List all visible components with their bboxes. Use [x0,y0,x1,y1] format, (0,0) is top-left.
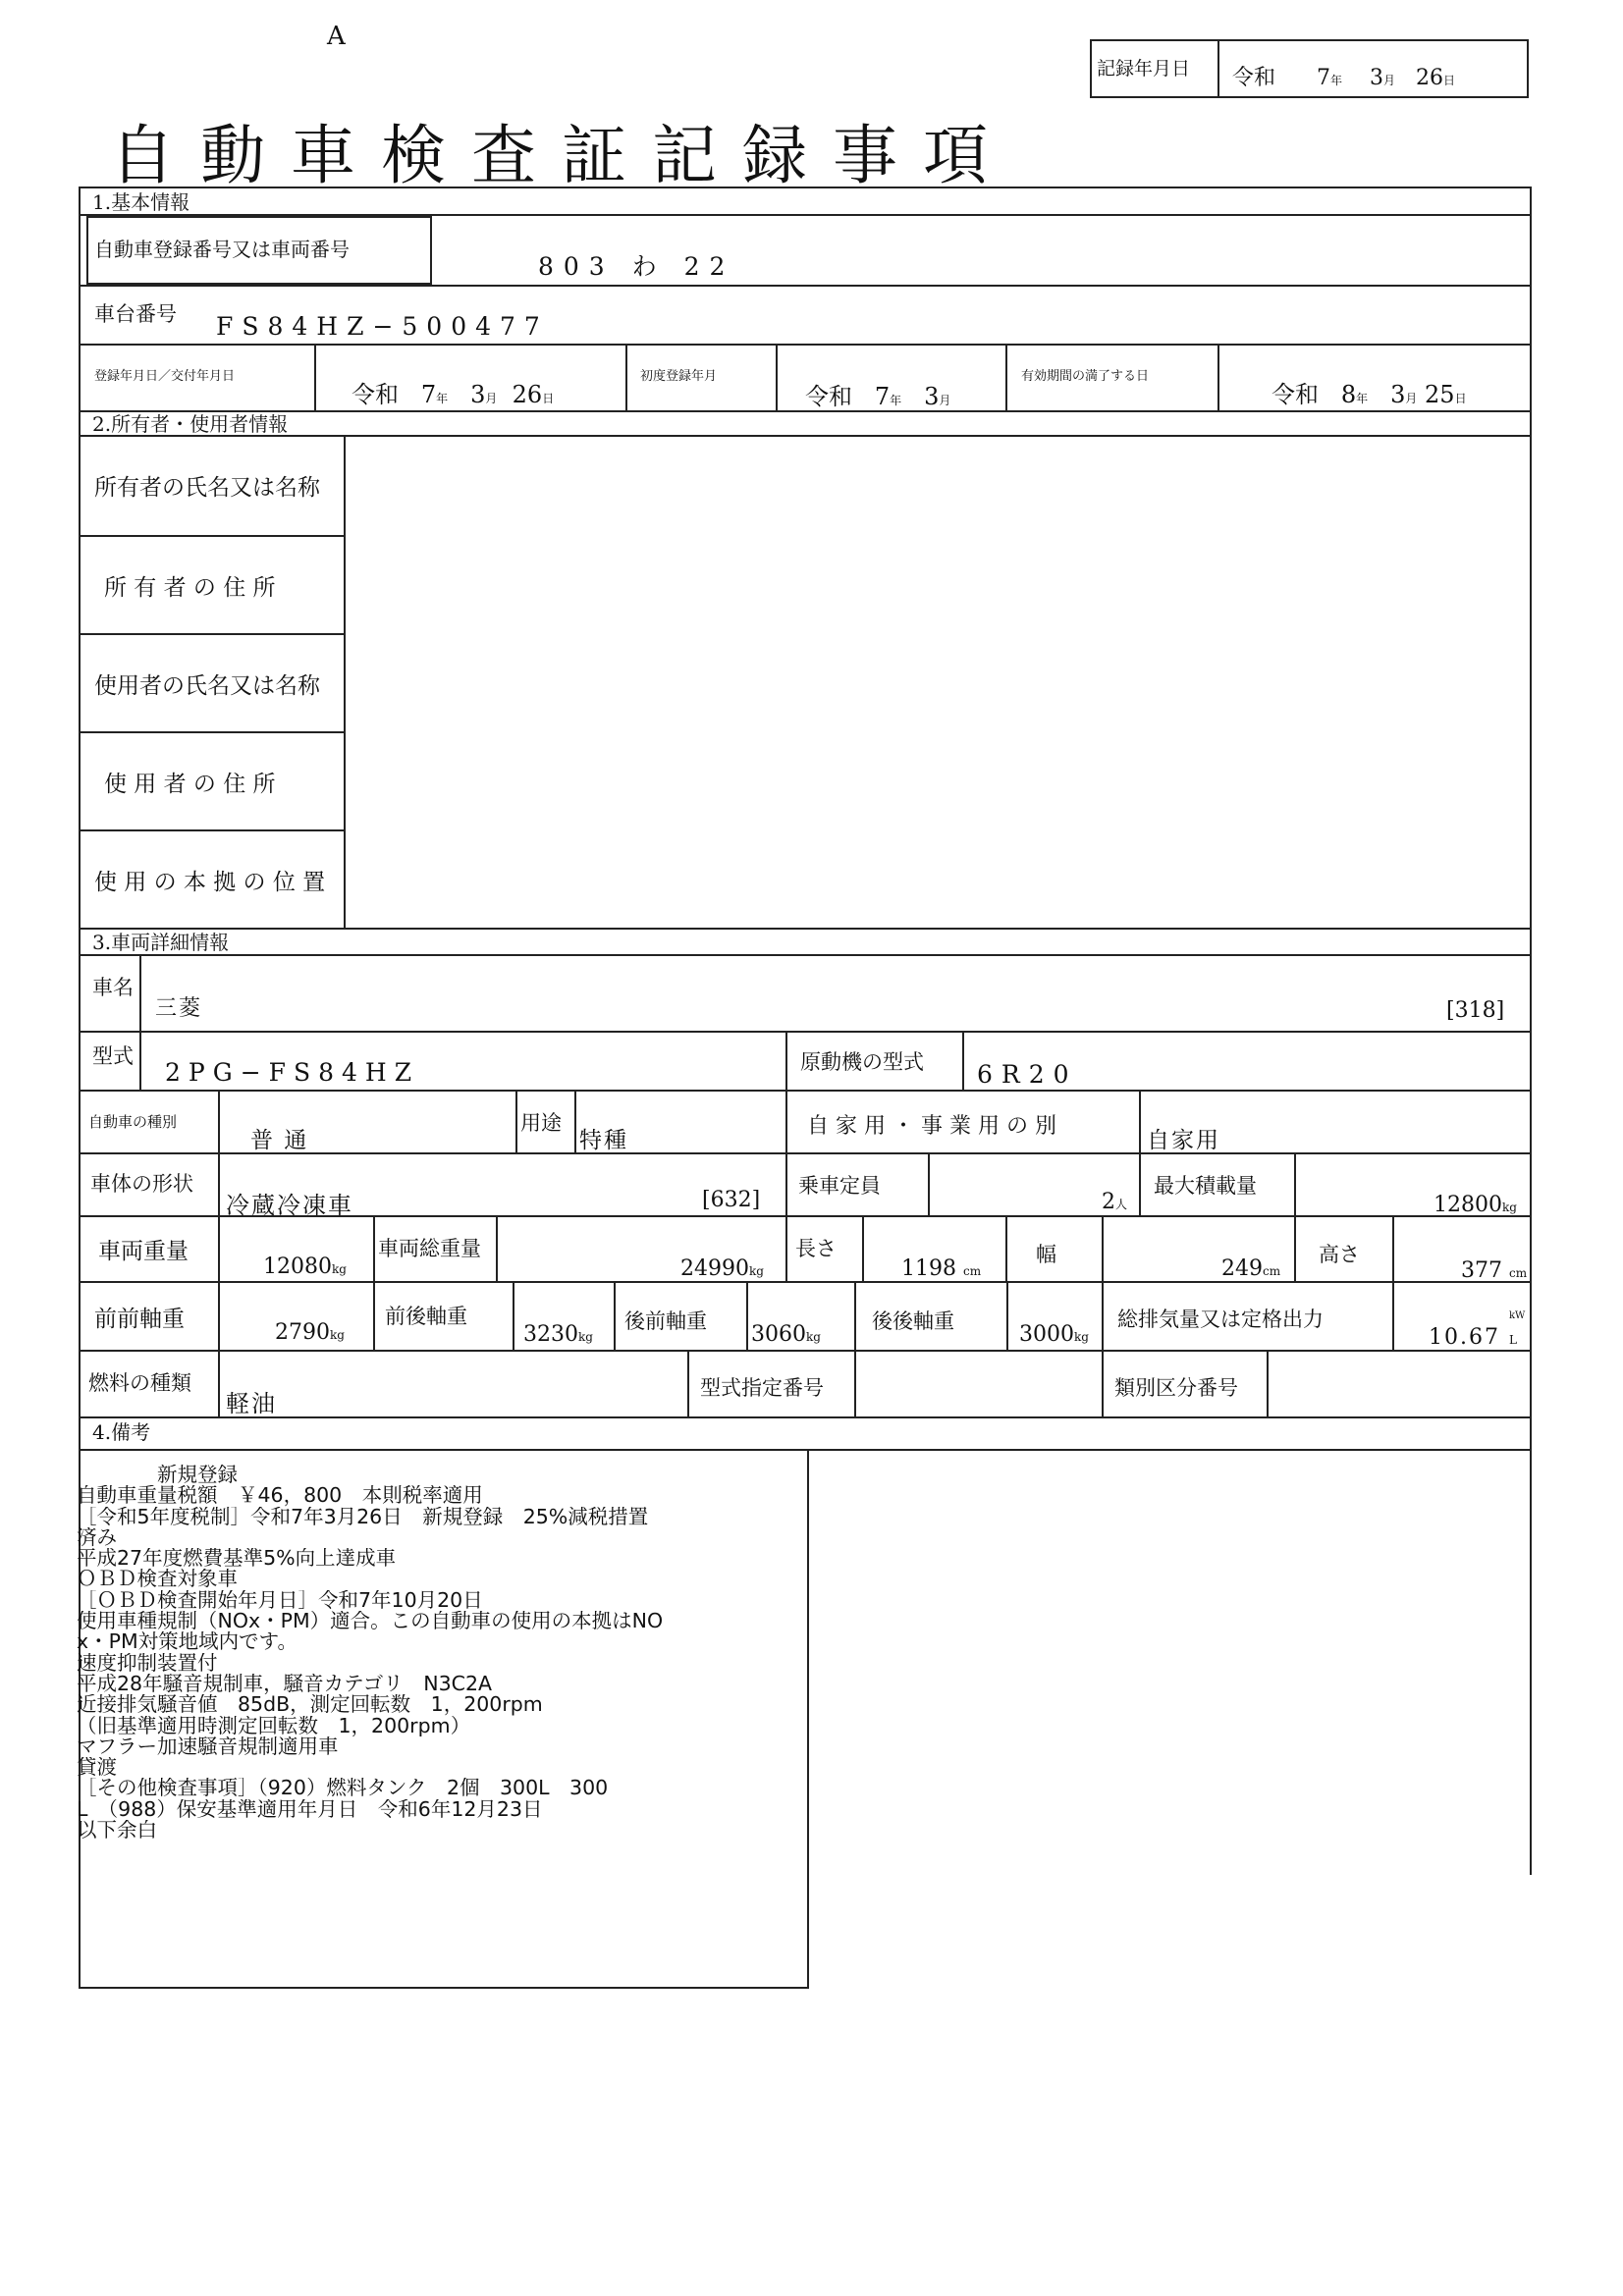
engine-value: 6R20 [977,1060,1078,1089]
car-name-label: 車名 [92,976,134,999]
remarks-line: ［その他検査事項］（920）燃料タンク 2個 300L 300 [77,1778,609,1799]
title-char: 検 [381,118,446,193]
expiry-label: 有効期間の満了する日 [1021,369,1150,384]
remarks-line: x・PM対策地域内です。 [77,1631,298,1653]
body-label: 車体の形状 [90,1172,193,1196]
remarks-line: マフラー加速騒音規制適用車 [77,1735,339,1758]
title-char: 項 [923,118,988,193]
remarks-line: 使用車種規制（NOx・PM）適合。この自動車の使用の本拠はNO [77,1611,664,1632]
remarks-line: 近接排気騒音値 85dB，測定回転数 1，200rpm [77,1694,543,1716]
height-label: 高さ [1319,1243,1360,1266]
remarks-line: L （988）保安基準適用年月日 令和6年12月23日 [77,1798,543,1821]
corner-mark: A [327,22,346,51]
model-label: 型式 [92,1044,134,1068]
chassis-label: 車台番号 [94,302,177,326]
reg-date-label: 登録年月日／交付年月日 [94,369,236,384]
type-no-label: 型式指定番号 [700,1376,824,1400]
kind-value: 普 通 [250,1128,309,1153]
title-char: 録 [742,118,807,193]
title-char: 査 [471,118,536,193]
use-label: 用途 [520,1111,562,1135]
fuel-label: 燃料の種類 [88,1371,191,1395]
reg-date-value: 令和 7年 3月 26日 [352,381,555,408]
reg-no-value: 803 わ 22 [538,252,735,281]
first-reg-value: 令和 7年 3月 [805,383,951,410]
rr-value: 3000kg [1019,1322,1089,1347]
reg-no-label: 自動車登録番号又は車両番号 [94,238,350,261]
section4-heading: 4.備考 [92,1420,151,1444]
rf-value: 3060kg [751,1322,821,1347]
title-char: 自 [110,118,175,193]
disp-value: 10.67 L [1429,1325,1517,1350]
engine-label: 原動機の型式 [800,1050,924,1074]
fuel-value: 軽油 [226,1390,277,1417]
title-char: 証 [562,118,626,193]
kind-label: 自動車の種別 [88,1113,178,1131]
remarks-line: ［令和5年度税制］令和7年3月26日 新規登録 25%減税措置 [77,1506,649,1527]
remarks-line: 平成28年騒音規制車，騒音カテゴリ N3C2A [77,1673,493,1695]
remarks-line: 済み [77,1526,117,1549]
capacity-label: 乗車定員 [798,1174,881,1198]
ff-label: 前前軸重 [94,1307,185,1332]
rr-label: 後後軸重 [872,1309,954,1333]
remarks-list [77,1465,808,1841]
rf-label: 後前軸重 [624,1309,707,1333]
width-label: 幅 [1036,1243,1056,1266]
disp-unit-top: kW [1509,1310,1526,1321]
gross-label: 車両総重量 [378,1237,481,1260]
model-value: 2PG−FS84HZ [165,1058,420,1087]
length-label: 長さ [795,1237,837,1260]
body-code: [632] [702,1188,761,1212]
max-load-value: 12800kg [1434,1193,1517,1217]
weight-label: 車両重量 [98,1239,189,1264]
title-char: 事 [833,118,897,193]
chassis-value: FS84HZ−500477 [216,312,549,341]
user-name-label: 使用者の氏名又は名称 [94,673,320,699]
gross-value: 24990kg [680,1256,764,1281]
base-location-label: 使 用 の 本 拠 の 位 置 [94,870,326,895]
body-value: 冷蔵冷凍車 [226,1192,353,1219]
remarks-line: 自動車重量税額 ￥46，800 本則税率適用 [77,1485,483,1507]
max-load-label: 最大積載量 [1154,1174,1257,1198]
title-char: 動 [200,118,265,193]
class-no-label: 類別区分番号 [1114,1376,1238,1400]
capacity-value: 2人 [1102,1190,1128,1214]
remarks-line: 速度抑制装置付 [77,1652,218,1674]
section2-heading: 2.所有者・使用者情報 [92,412,289,436]
remarks-line: ［ＯＢＤ検査開始年月日］令和7年10月20日 [77,1589,483,1612]
remarks-line: 平成27年度燃費基準5%向上達成車 [77,1548,397,1570]
expiry-value: 令和 8年 3月 25日 [1271,381,1467,408]
remarks-line: ＯＢＤ検査対象車 [77,1569,238,1590]
car-name-value: 三菱 [155,996,203,1021]
record-date-label: 記録年月日 [1097,58,1191,80]
car-name-code: [318] [1446,998,1505,1023]
width-value: 249cm [1221,1256,1281,1281]
weight-value: 12080kg [263,1255,347,1279]
disp-label: 総排気量又は定格出力 [1117,1308,1324,1331]
length-value: 1198 cm [901,1256,982,1281]
ff-value: 2790kg [275,1320,345,1345]
title-char: 車 [291,118,355,193]
owner-name-label: 所有者の氏名又は名称 [94,475,320,501]
title-char: 記 [652,118,717,193]
owner-address-label: 所 有 者 の 住 所 [104,575,276,601]
use-value: 特種 [579,1128,628,1153]
remarks-line: 貸渡 [77,1757,117,1779]
remarks-line: （旧基準適用時測定回転数 1，200rpm） [77,1715,471,1736]
private-label: 自 家 用 ・ 事 業 用 の 別 [807,1114,1056,1139]
section3-heading: 3.車両詳細情報 [92,931,230,954]
record-date-value: 令和 7年 3月 26日 [1232,66,1455,90]
remarks-line: 新規登録 [77,1465,238,1486]
user-address-label: 使 用 者 の 住 所 [104,772,276,797]
first-reg-label: 初度登録年月 [640,369,718,384]
private-value: 自家用 [1147,1128,1220,1153]
height-value: 377 cm [1461,1258,1528,1283]
remarks-line: 以下余白 [77,1820,157,1842]
fr-value: 3230kg [523,1322,593,1347]
section1-heading: 1.基本情報 [92,190,190,214]
fr-label: 前後軸重 [385,1305,467,1328]
